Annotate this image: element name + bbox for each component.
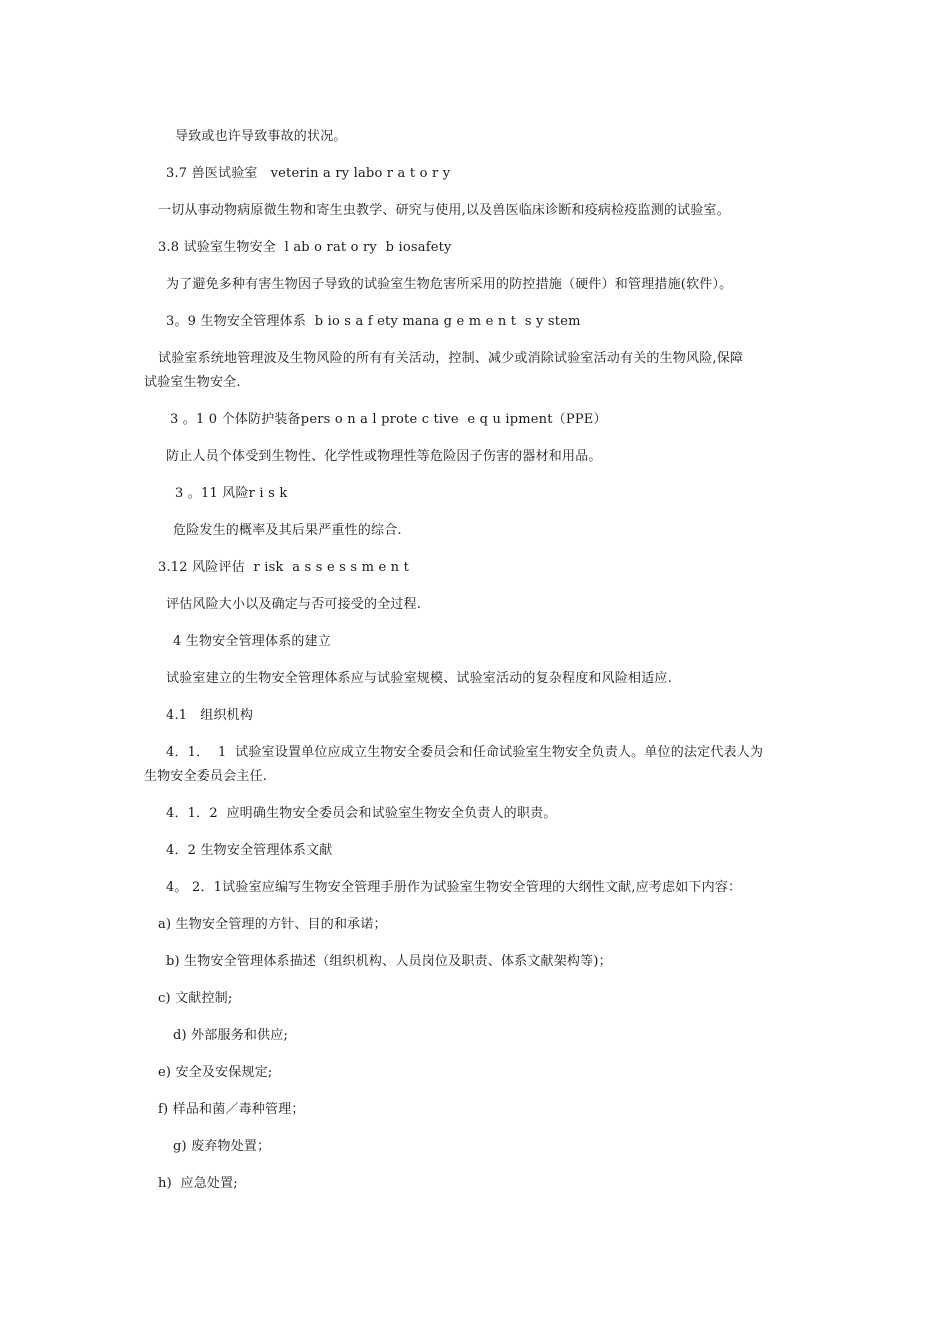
section-heading-4-1: 4.1 组织机构	[166, 708, 254, 723]
section-heading-3-9: 3。9 生物安全管理体系 b io s a f ety mana g e m e n t s y stem	[166, 314, 581, 329]
list-item: g) 废弃物处置；	[173, 1139, 271, 1154]
text-line: 一切从事动物病原微生物和寄生虫教学、研究与使用,以及兽医临床诊断和疫病检疫监测的试验室。	[158, 203, 730, 218]
list-item: c) 文献控制;	[158, 991, 233, 1006]
list-item: a) 生物安全管理的方针、目的和承诺；	[158, 917, 387, 932]
section-heading-3-10: 3 。1 0 个体防护装备pers o n a l prote c tive e q u ipment（PPE）	[170, 412, 607, 427]
text-line: 生物安全委员会主任.	[144, 769, 268, 784]
text-line: 试验室建立的生物安全管理体系应与试验室规模、试验室活动的复杂程度和风险相适应.	[166, 671, 672, 686]
list-item: h) 应急处置;	[158, 1176, 238, 1191]
text-line: 试验室生物安全.	[144, 375, 241, 390]
text-line: 4。 2．1试验室应编写生物安全管理手册作为试验室生物安全管理的大纲性文献,应考虑如下内容：	[166, 880, 742, 895]
list-item: e) 安全及安保规定;	[158, 1065, 273, 1080]
list-item: f) 样品和菌／毒种管理；	[158, 1102, 305, 1117]
section-heading-3-7: 3.7 兽医试验室 veterin a ry labo r a t o r y	[166, 166, 451, 181]
section-heading-4-2: 4．2 生物安全管理体系文献	[166, 843, 333, 858]
section-heading-3-12: 3.12 风险评估 r isk a s s e s s m e n t	[158, 560, 409, 575]
section-heading-4: 4 生物安全管理体系的建立	[173, 634, 332, 649]
text-line: 试验室系统地管理波及生物风险的所有有关活动，控制、减少或消除试验室活动有关的生物风险,保障	[158, 351, 744, 366]
section-heading-3-11: 3 。11 风险r i s k	[175, 486, 288, 501]
text-line: 4．1． 1 试验室设置单位应成立生物安全委员会和任命试验室生物安全负责人。单位的法定代表人为	[166, 745, 764, 760]
text-line: 评估风险大小以及确定与否可接受的全过程.	[166, 597, 422, 612]
text-line: 危险发生的概率及其后果严重性的综合.	[173, 523, 402, 538]
list-item: d) 外部服务和供应;	[173, 1028, 289, 1043]
list-item: b) 生物安全管理体系描述（组织机构、人员岗位及职责、体系文献架构等)；	[166, 954, 612, 969]
text-line: 4．1．2 应明确生物安全委员会和试验室生物安全负责人的职责。	[166, 806, 557, 821]
text-line: 防止人员个体受到生物性、化学性或物理性等危险因子伤害的器材和用品。	[166, 449, 602, 464]
text-line: 导致或也许导致事故的状况。	[175, 129, 347, 144]
section-heading-3-8: 3.8 试验室生物安全 l ab o rat o ry b iosafety	[158, 240, 452, 255]
text-line: 为了避免多种有害生物因子导致的试验室生物危害所采用的防控措施（硬件）和管理措施(软件）。	[166, 277, 733, 292]
